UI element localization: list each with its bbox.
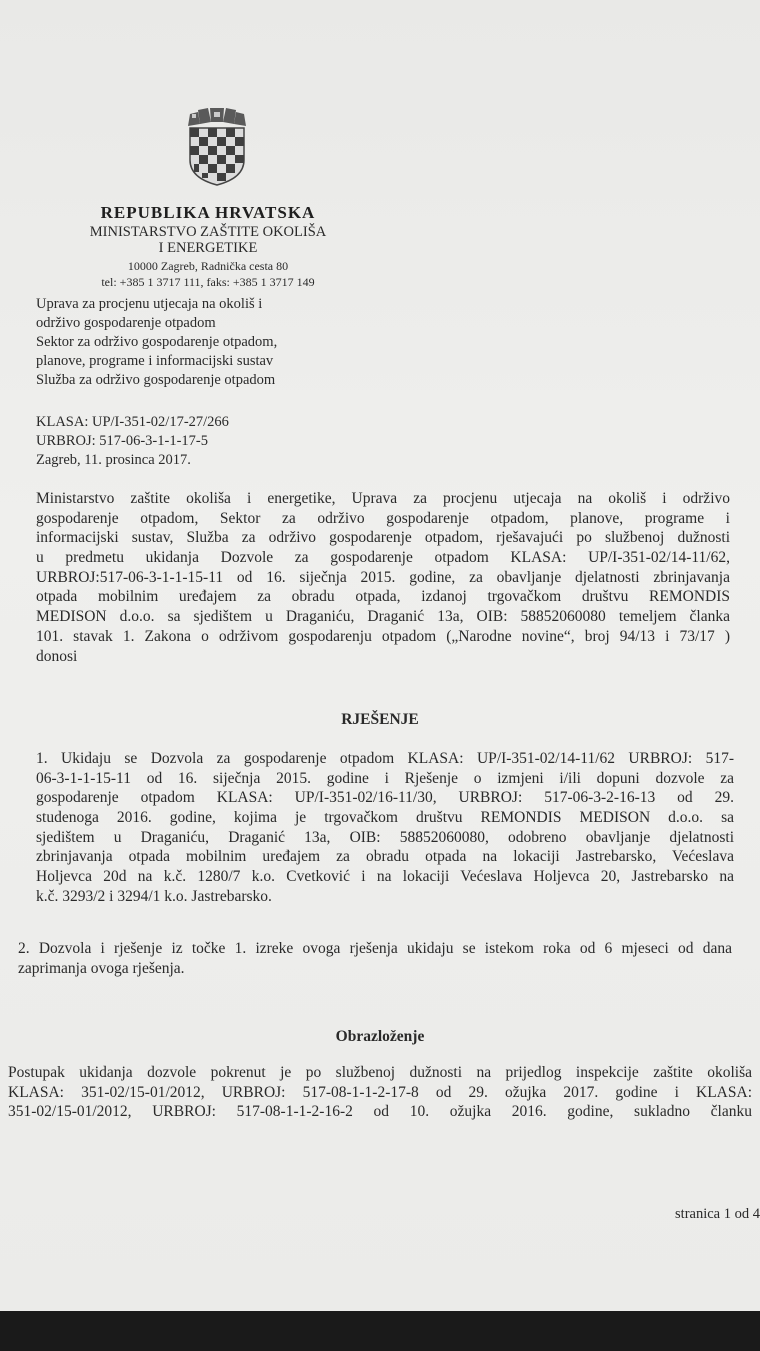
paragraph-line: MEDISON d.o.o. sa sjedištem u Draganiću, Draganić 13a, OIB: 58852060080 temeljem članka	[36, 608, 730, 626]
intro-paragraph	[36, 489, 730, 666]
unit-line: održivo gospodarenje otpadom	[36, 315, 216, 331]
unit-line: Sektor za održivo gospodarenje otpadom,	[36, 334, 278, 350]
paragraph-line: 06-3-1-1-15-11 od 16. siječnja 2015. godine i Rješenje o izmjeni i/ili dopuni dozvole za	[36, 769, 734, 787]
paragraph-line: zaprimanja ovoga rješenja.	[18, 959, 185, 977]
unit-line: planove, programe i informacijski sustav	[36, 353, 274, 369]
ministry-contact: tel: +385 1 3717 111, faks: +385 1 3717 149	[101, 275, 315, 289]
paragraph-line: zbrinjavanja otpada mobilnim uređajem za obradu otpada na lokaciji Jastrebarsko, Većeslava	[36, 848, 734, 866]
paragraph-line: Postupak ukidanja dozvole pokrenut je po službenoj dužnosti na prijedlog inspekcije zaštite okoliša	[8, 1064, 752, 1081]
paragraph-line: KLASA: 351-02/15-01/2012, URBROJ: 517-08-1-1-2-17-8 od 29. ožujka 2017. godine i KLASA:	[8, 1083, 752, 1101]
paragraph-line: URBROJ:517-06-3-1-1-15-11 od 16. siječnja 2015. godine, za obavljanje djelatnosti zbrinjavanja	[36, 568, 730, 586]
explanation-heading: Obrazloženje	[335, 1028, 425, 1045]
klasa-reference: KLASA: UP/I-351-02/17-27/266	[36, 414, 229, 430]
decision-item-2	[18, 939, 732, 978]
paragraph-line: Holjevca 20d na k.č. 1280/7 k.o. Cvetković i na lokaciji Većeslava Holjevca 20, Jastrebarsko na	[36, 868, 734, 886]
paragraph-line: gospodarenje otpadom, Sektor za održivo gospodarenje otpadom, planove, programe i	[36, 509, 730, 527]
paragraph-line: Ministarstvo zaštite okoliša i energetike, Uprava za procjenu utjecaja na okoliš i održivo	[36, 490, 730, 507]
document-references	[36, 413, 229, 470]
unit-line: Služba za održivo gospodarenje otpadom	[36, 372, 276, 388]
paragraph-line: donosi	[36, 647, 78, 665]
paragraph-line: gospodarenje otpadom KLASA: UP/I-351-02/16-11/30, URBROJ: 517-06-3-2-16-13 od 29.	[36, 789, 734, 807]
decision-item-1	[36, 749, 734, 907]
explanation-paragraph	[8, 1063, 752, 1122]
paragraph-line: k.č. 3293/2 i 3294/1 k.o. Jastrebarsko.	[36, 887, 272, 905]
page-number: stranica 1 od 4	[675, 1206, 760, 1222]
unit-line: Uprava za procjenu utjecaja na okoliš i	[36, 296, 263, 312]
paragraph-line: informacijski sustav, Služba za održivo gospodarenje otpadom, rješavajući po službenoj dužnosti	[36, 529, 730, 547]
coat-of-arms-icon	[186, 108, 248, 186]
country-name: REPUBLIKA HRVATSKA	[100, 203, 316, 222]
urbroj-reference: URBROJ: 517-06-3-1-1-17-5	[36, 433, 208, 449]
paragraph-line: u predmetu ukidanja Dozvole za gospodarenje otpadom KLASA: UP/I-351-02/14-11/62,	[36, 549, 730, 567]
organizational-unit	[36, 295, 277, 390]
paragraph-line: otpada mobilnim uređajem za obradu otpada, izdanoj trgovačkom društvu REMONDIS	[36, 588, 730, 606]
ministry-address: 10000 Zagreb, Radnička cesta 80	[127, 259, 289, 273]
paragraph-line: 101. stavak 1. Zakona o održivom gospodarenju otpadom („Narodne novine“, broj 94/13 i 73/17 )	[36, 627, 730, 645]
decision-heading: RJEŠENJE	[341, 711, 419, 728]
paragraph-line: 351-02/15-01/2012, URBROJ: 517-08-1-1-2-16-2 od 10. ožujka 2016. godine, sukladno članku	[8, 1103, 752, 1121]
paragraph-line: studenoga 2016. godine, kojima je trgovačkom društvu REMONDIS MEDISON d.o.o. sa	[36, 809, 734, 827]
paragraph-line: 2. Dozvola i rješenje iz točke 1. izreke ovoga rješenja ukidaju se istekom roka od 6 mjeseci od dana	[18, 940, 732, 957]
paragraph-line: sjedištem u Draganiću, Draganić 13a, OIB: 58852060080, odobreno obavljanje djelatnosti	[36, 828, 734, 846]
ministry-name-line1: MINISTARSTVO ZAŠTITE OKOLIŠA	[89, 224, 327, 240]
ministry-name-line2: I ENERGETIKE	[158, 240, 258, 256]
paragraph-line: 1. Ukidaju se Dozvola za gospodarenje otpadom KLASA: UP/I-351-02/14-11/62 URBROJ: 517-	[36, 750, 734, 767]
place-and-date: Zagreb, 11. prosinca 2017.	[36, 452, 191, 468]
